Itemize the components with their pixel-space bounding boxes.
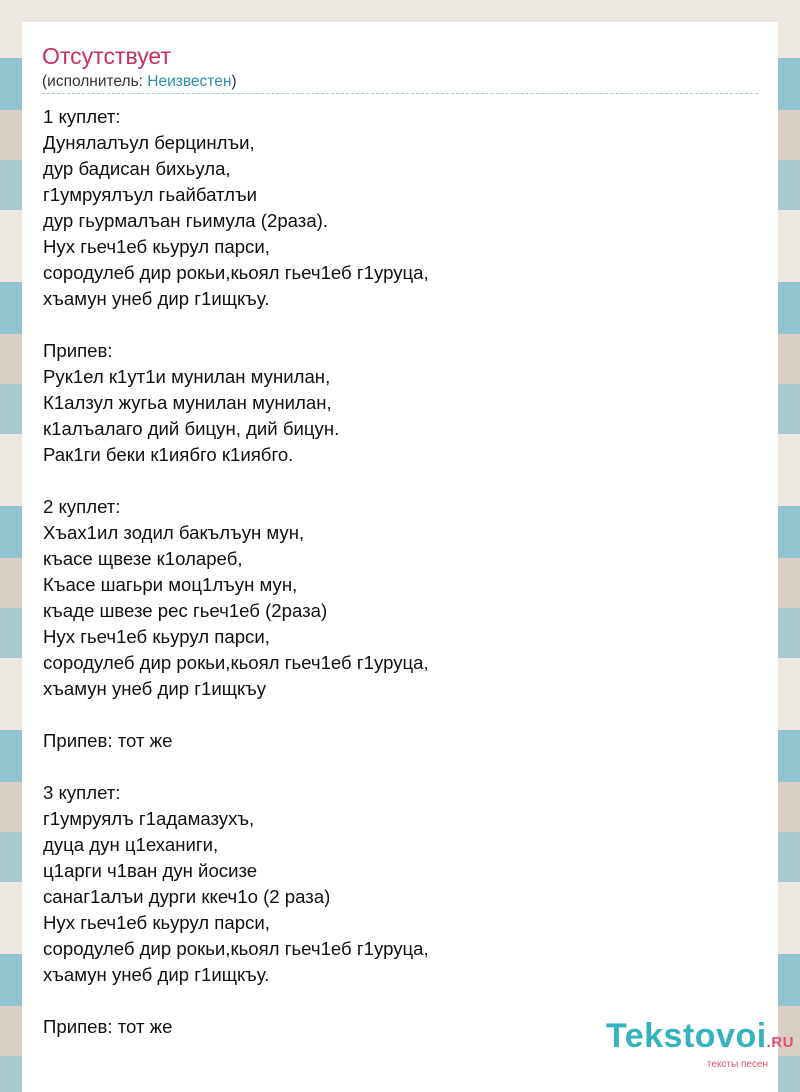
lyric-line: Нух гьеч1еб кьурул парси,: [43, 626, 270, 647]
subtitle-suffix: ): [231, 73, 237, 90]
lyric-line: сородулеб дир рокьи,кьоял гьеч1еб г1уруца,: [43, 652, 429, 673]
lyric-line: ц1арги ч1ван дун йосизе: [43, 860, 258, 881]
lyric-line: [43, 988, 429, 1014]
logo-wordmark: [606, 1018, 794, 1061]
artist-link[interactable]: Неизвестен: [147, 73, 232, 90]
title-divider: [42, 93, 758, 94]
lyric-line: г1умруялъ г1адамазухъ,: [43, 808, 255, 829]
lyric-line: сородулеб дир рокьи,кьоял гьеч1еб г1уруца,: [43, 938, 429, 959]
lyric-line: к1алъалаго дий бицун, дий бицун.: [43, 418, 340, 439]
subtitle-prefix: (исполнитель:: [42, 73, 148, 90]
lyric-line: Припев: тот же: [43, 730, 173, 751]
lyric-line: сородулеб дир рокьи,кьоял гьеч1еб г1уруца,: [43, 262, 429, 283]
lyric-line: хъамун унеб дир г1ищкъу.: [43, 288, 270, 309]
lyric-line: Рук1ел к1ут1и мунилан мунилан,: [43, 366, 331, 387]
lyric-line: 2 куплет:: [43, 496, 121, 517]
lyric-line: г1умруялъул гьайбатлъи: [43, 184, 257, 205]
lyric-line: хъамун унеб дир г1ищкъу: [43, 678, 267, 699]
lyric-line: К1алзул жугьа мунилан мунилан,: [43, 392, 332, 413]
logo-tagline: тексты песен: [706, 1059, 768, 1070]
song-subtitle: [42, 72, 237, 92]
lyrics-card: [22, 22, 778, 1092]
lyrics-text: [43, 104, 429, 1040]
lyric-line: Дунялалъул берцинлъи,: [43, 132, 255, 153]
lyric-line: Припев:: [43, 340, 113, 361]
lyric-line: Рак1ги беки к1иябго к1иябго.: [43, 444, 294, 465]
song-title: Отсутствует: [42, 43, 171, 69]
logo-main-text: Tekstovoi: [605, 1017, 767, 1055]
lyric-line: Къасе шагьри моц1лъун мун,: [43, 574, 298, 595]
lyric-line: Нух гьеч1еб кьурул парси,: [43, 912, 270, 933]
lyric-line: хъамун унеб дир г1ищкъу.: [43, 964, 270, 985]
lyric-line: къасе щвезе к1олареб,: [43, 548, 243, 569]
lyric-line: 1 куплет:: [43, 106, 121, 127]
lyric-line: [43, 468, 429, 494]
lyric-line: [43, 702, 429, 728]
site-logo[interactable]: [606, 1018, 794, 1070]
lyric-line: [43, 754, 429, 780]
lyric-line: санаг1алъи дурги ккеч1о (2 раза): [43, 886, 331, 907]
lyric-line: дур бадисан бихьула,: [43, 158, 231, 179]
lyric-line: 3 куплет:: [43, 782, 121, 803]
lyric-line: Нух гьеч1еб кьурул парси,: [43, 236, 270, 257]
lyric-line: дуца дун ц1еханиги,: [43, 834, 219, 855]
lyric-line: дур гьурмалъан гьимула (2раза).: [43, 210, 329, 231]
logo-tld: .RU: [766, 1034, 794, 1051]
lyric-line: Хъах1ил зодил бакълъун мун,: [43, 522, 305, 543]
lyric-line: Припев: тот же: [43, 1016, 173, 1037]
lyric-line: [43, 312, 429, 338]
lyric-line: къаде швезе рес гьеч1еб (2раза): [43, 600, 328, 621]
